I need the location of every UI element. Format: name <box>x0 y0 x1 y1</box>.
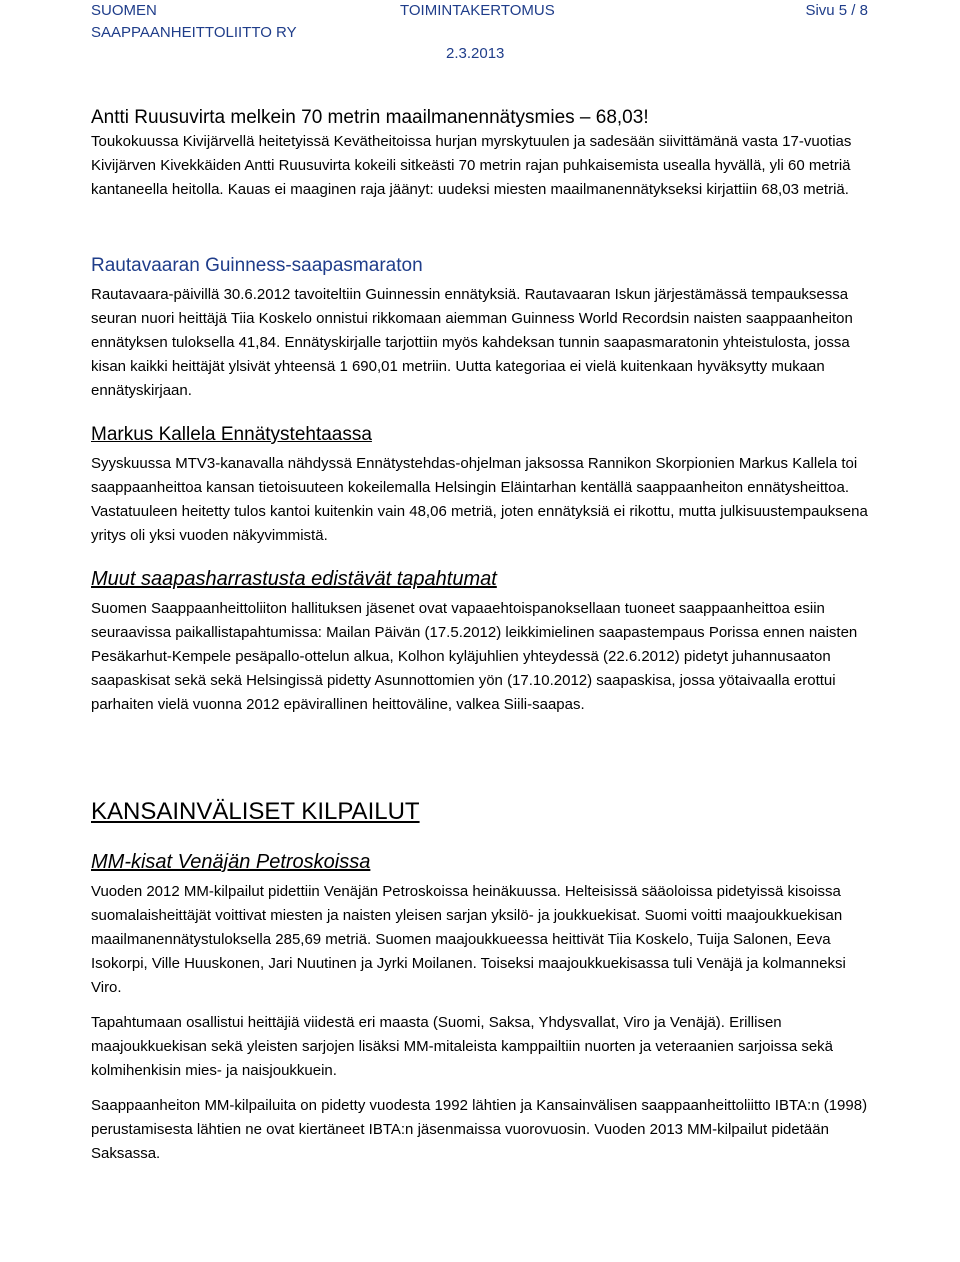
section-paragraph: Saappaanheiton MM-kilpailuita on pidetty vuodesta 1992 lähtien ja Kansainvälisen saappaanheittoliitto IBTA:n (1998) perustamisesta lähtien ne ovat kiertäneet IBTA:n jäsenmaissa vuorovuosin. Vuoden 2013 MM-kilpailut pidetään Saksassa. <box>91 1097 868 1162</box>
section-ruusuvirta <box>91 106 869 202</box>
header-date: 2.3.2013 <box>446 45 505 62</box>
header-document-title: TOIMINTAKERTOMUS <box>400 2 555 19</box>
section-international <box>91 798 869 826</box>
header-page-number: Sivu 5 / 8 <box>805 2 868 19</box>
section-body: Suomen Saappaanheittoliiton hallituksen jäsenet ovat vapaaehtoispanoksellaan tuoneet saappaanheittoa esiin seuraavissa paikallistapahtumissa: Mailan Päivän (17.5.2012) leikkimielinen saapastempaus Porissa ennen naisten Pesäkarhut-Kempele pesäpallo-ottelun alkua, Kolhon kyläjuhlien yhteydessä (22.6.2012) pidetyt juhannusaaton saapaskisat sekä sekä Helsingissä pidetty Asunnottomien yön (17.10.2012) saapaskisa, jossa yötaivaalla erottui parhaiten vielä vuonna 2012 epävirallinen heittoväline, valkea Siili-saapas. <box>91 600 858 713</box>
section-body: Rautavaara-päivillä 30.6.2012 tavoiteltiin Guinnessin ennätyksiä. Rautavaaran Iskun järjestämässä tempauksessa seuran nuori heittäjä Tiia Koskelo onnistui rikkomaan aiemman Guinness World Recordsin naisten saappaanheiton ennätyksen tuloksella 41,84. Ennätyskirjalle tarjottiin myös kahdeksan tunnin saapasmaratonin yhteistulosta, jossa kisan kaikki heittäjät ylsivät yhteensä 1 690,01 metriin. Uutta kategoriaa ei vielä kuitenkaan hyväksytty mukaan ennätyskirjaan. <box>91 286 853 399</box>
header-org-line1: SUOMEN <box>91 2 157 19</box>
section-heading: KANSAINVÄLISET KILPAILUT <box>91 798 420 825</box>
header-organization <box>91 0 297 44</box>
header-org-line2: SAAPPAANHEITTOLIITTO RY <box>91 24 297 41</box>
section-world-championships <box>91 850 869 1166</box>
section-body: Syyskuussa MTV3-kanavalla nähdyssä Ennätystehdas-ohjelman jaksossa Rannikon Skorpionien Markus Kallela toi saappaanheittoa kansan tietoisuuteen kokeilemalla Helsingin Eläintarhan kentällä saappaanheiton ennätysheittoa. Vastatuuleen heitetty tulos kantoi kuitenkin vain 48,06 metriä, joten ennätyksiä ei rikottu, mutta julkisuustempauksena yritys oli yksi vuoden näkyvimmistä. <box>91 455 868 544</box>
section-heading: Antti Ruusuvirta melkein 70 metrin maailmanennätysmies – 68,03! <box>91 107 649 128</box>
section-guinness <box>91 254 869 403</box>
section-heading: MM-kisat Venäjän Petroskoissa <box>91 851 371 873</box>
section-heading: Markus Kallela Ennätystehtaassa <box>91 424 372 445</box>
section-body: Toukokuussa Kivijärvellä heitetyissä Kevätheitoissa hurjan myrskytuulen ja sadesään siivittämänä vasta 17-vuotias Kivijärven Kivekkäiden Antti Ruusuvirta kokeili sitkeästi 70 metrin rajan puhkaisemista usealla hyvällä, yli 60 metriä kantaneella heitolla. Kauas ei maaginen raja jäänyt: uudeksi miesten maailmanennätykseksi kirjattiin 68,03 metriä. <box>91 133 852 198</box>
section-heading: Rautavaaran Guinness-saapasmaraton <box>91 255 423 276</box>
section-kallela <box>91 423 869 548</box>
section-paragraph: Tapahtumaan osallistui heittäjiä viidestä eri maasta (Suomi, Saksa, Yhdysvallat, Viro ja Venäjä). Erillisen maajoukkuekisan sekä yleisten sarjojen lisäksi MM-mitaleista kamppailtiin nuorten ja veteraanien sarjoissa sekä kolmihenkisin mies- ja naisjoukkuein. <box>91 1014 834 1079</box>
section-other-events <box>91 567 869 717</box>
section-heading: Muut saapasharrastusta edistävät tapahtumat <box>91 568 497 590</box>
section-paragraph: Vuoden 2012 MM-kilpailut pidettiin Venäjän Petroskoissa heinäkuussa. Helteisissä sääoloissa pidetyissä kisoissa suomalaisheittäjät voittivat miesten ja naisten yleisen sarjan yksilö- ja joukkuekisat. Suomi voitti maajoukkuekisan maailmanennätystuloksella 285,69 metriä. Suomen maajoukkueessa heittivät Tiia Koskelo, Tuija Salonen, Eeva Isokorpi, Ville Huuskonen, Jari Nuutinen ja Jyrki Moilanen. Toiseksi maajoukkuekisassa tuli Venäjä ja kolmanneksi Viro. <box>91 883 846 996</box>
